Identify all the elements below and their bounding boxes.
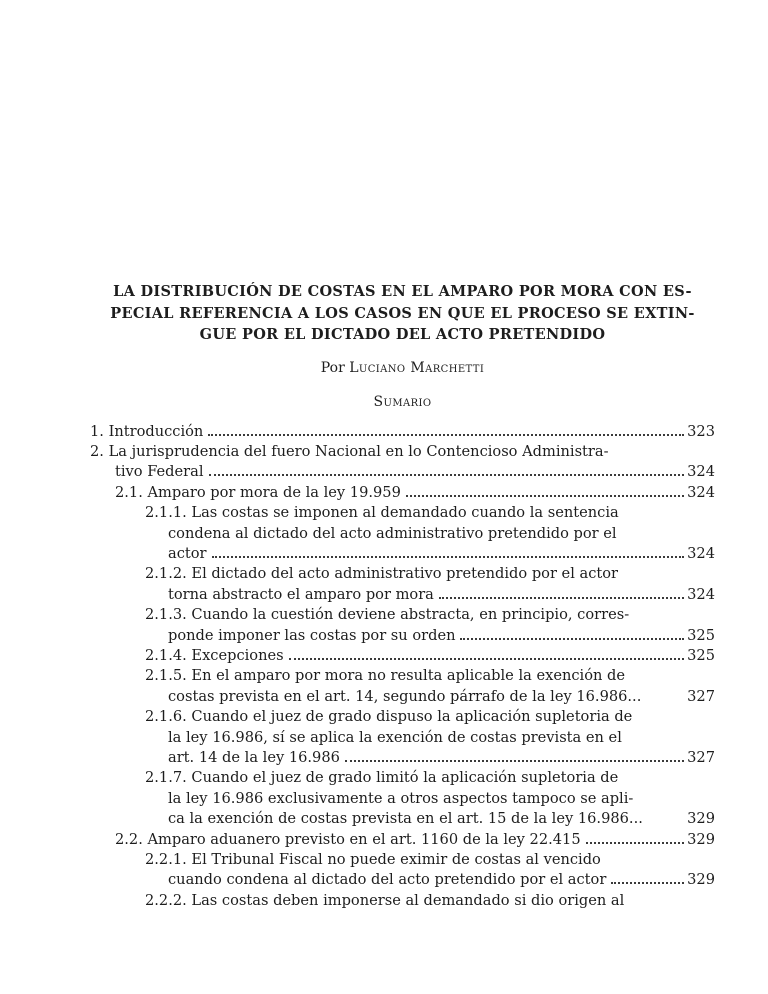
toc-line: la ley 16.986 exclusivamente a otros aspectos tampoco se apli-: [168, 789, 634, 807]
toc-line: 2.1.2. El dictado del acto administrativo pretendido por el actor: [145, 565, 618, 583]
toc-line: 2.1.6. Cuando el juez de grado dispuso la aplicación supletoria de: [145, 708, 633, 726]
toc-line: [168, 585, 715, 605]
toc-entry: [90, 442, 715, 483]
dot-leader: [212, 556, 685, 558]
toc-entry-text: art. 14 de la ley 16.986: [168, 749, 340, 766]
toc-line: [90, 422, 715, 442]
dot-leader: [611, 882, 684, 884]
byline-prefix: Por: [320, 359, 345, 376]
toc-entry: [90, 503, 715, 564]
toc-line: la ley 16.986, sí se aplica la exención de costas prevista en el: [168, 728, 622, 746]
toc-entry: [90, 707, 715, 768]
summary-heading: Sumario: [373, 393, 432, 410]
toc-line: [168, 544, 715, 564]
toc-page-number: 325: [687, 626, 715, 644]
toc-page-number: 327: [687, 687, 715, 705]
toc-page-number: 325: [687, 646, 715, 664]
toc-entry-text: costas prevista en el art. 14, segundo párrafo de la ley 16.986...: [168, 687, 642, 705]
toc-entry-text: 2.2.2. Las costas deben imponerse al demandado si dio origen al: [145, 891, 625, 909]
toc-page-number: 329: [687, 871, 715, 889]
dot-leader: [209, 474, 685, 476]
toc-line: [115, 830, 715, 850]
toc-entry: [90, 768, 715, 829]
toc-page-number: 323: [687, 422, 715, 440]
article-title-line: LA DISTRIBUCIÓN DE COSTAS EN EL AMPARO POR MORA CON ES-: [113, 283, 692, 300]
toc-entry-text: tivo Federal: [115, 463, 204, 481]
toc-page-number: 329: [687, 830, 715, 848]
toc-page-number: 324: [687, 585, 715, 603]
toc-page-number: 327: [687, 749, 715, 766]
dot-leader: [460, 638, 684, 640]
toc-line: 2. La jurisprudencia del fuero Nacional en lo Contencioso Administra-: [90, 442, 609, 460]
dot-leader: [439, 597, 684, 599]
toc-entry: [90, 646, 715, 666]
article-title-line: GUE POR EL DICTADO DEL ACTO PRETENDIDO: [199, 326, 606, 343]
toc-entry: [90, 564, 715, 605]
toc-entry: [90, 605, 715, 646]
byline: [90, 360, 715, 377]
toc-line: [145, 646, 715, 666]
toc-line: [168, 748, 715, 768]
toc-line: 2.1.7. Cuando el juez de grado limitó la aplicación supletoria de: [145, 769, 619, 787]
toc-entry-text: 1. Introducción: [90, 422, 204, 440]
toc-line: [115, 462, 715, 482]
toc-entry-text: ca la exención de costas prevista en el art. 15 de la ley 16.986...: [168, 810, 643, 828]
toc-entry-text: ponde imponer las costas por su orden: [168, 626, 456, 644]
toc-entry: [90, 483, 715, 503]
toc-line: [115, 483, 715, 503]
toc-entry-text: cuando condena al dictado del acto pretendido por el actor: [168, 871, 607, 889]
dot-leader: [208, 434, 684, 436]
toc-page-number: 324: [687, 463, 715, 481]
toc-entry: [90, 422, 715, 442]
dot-leader: [586, 842, 685, 844]
toc-line: [168, 626, 715, 646]
toc-entry: [90, 891, 715, 911]
toc-line: [168, 687, 715, 707]
article-title: [90, 281, 715, 346]
toc-entry: [90, 850, 715, 891]
toc-line: 2.2.1. El Tribunal Fiscal no puede eximir de costas al vencido: [145, 851, 601, 869]
toc-page-number: 324: [687, 483, 715, 501]
toc-page-number: 324: [687, 544, 715, 562]
toc-entry-text: 2.1.4. Excepciones: [145, 646, 284, 664]
toc-entry-text: 2.2. Amparo aduanero previsto en el art. 1160 de la ley 22.415: [115, 830, 581, 848]
toc-entry: [90, 830, 715, 850]
toc-page-number: 329: [687, 810, 715, 828]
toc-line: [145, 891, 715, 911]
dot-leader: [345, 760, 684, 762]
toc-line: 2.1.3. Cuando la cuestión deviene abstracta, en principio, corres-: [145, 606, 630, 624]
toc-line: condena al dictado del acto administrativo pretendido por el: [168, 524, 617, 542]
toc-line: [168, 809, 715, 829]
toc-entry-text: actor: [168, 544, 207, 562]
toc-line: 2.1.1. Las costas se imponen al demandado cuando la sentencia: [145, 504, 619, 522]
dot-leader: [406, 495, 684, 497]
author-name: Luciano Marchetti: [349, 359, 485, 376]
page-content: [90, 0, 715, 911]
table-of-contents: [90, 422, 715, 912]
toc-entry: [90, 666, 715, 707]
toc-entry-text: torna abstracto el amparo por mora: [168, 585, 434, 603]
toc-line: 2.1.5. En el amparo por mora no resulta aplicable la exención de: [145, 667, 625, 685]
article-title-line: PECIAL REFERENCIA A LOS CASOS EN QUE EL PROCESO SE EXTIN-: [110, 304, 695, 322]
toc-entry-text: 2.1. Amparo por mora de la ley 19.959: [115, 483, 401, 501]
dot-leader: [289, 658, 685, 660]
toc-line: [168, 870, 715, 890]
